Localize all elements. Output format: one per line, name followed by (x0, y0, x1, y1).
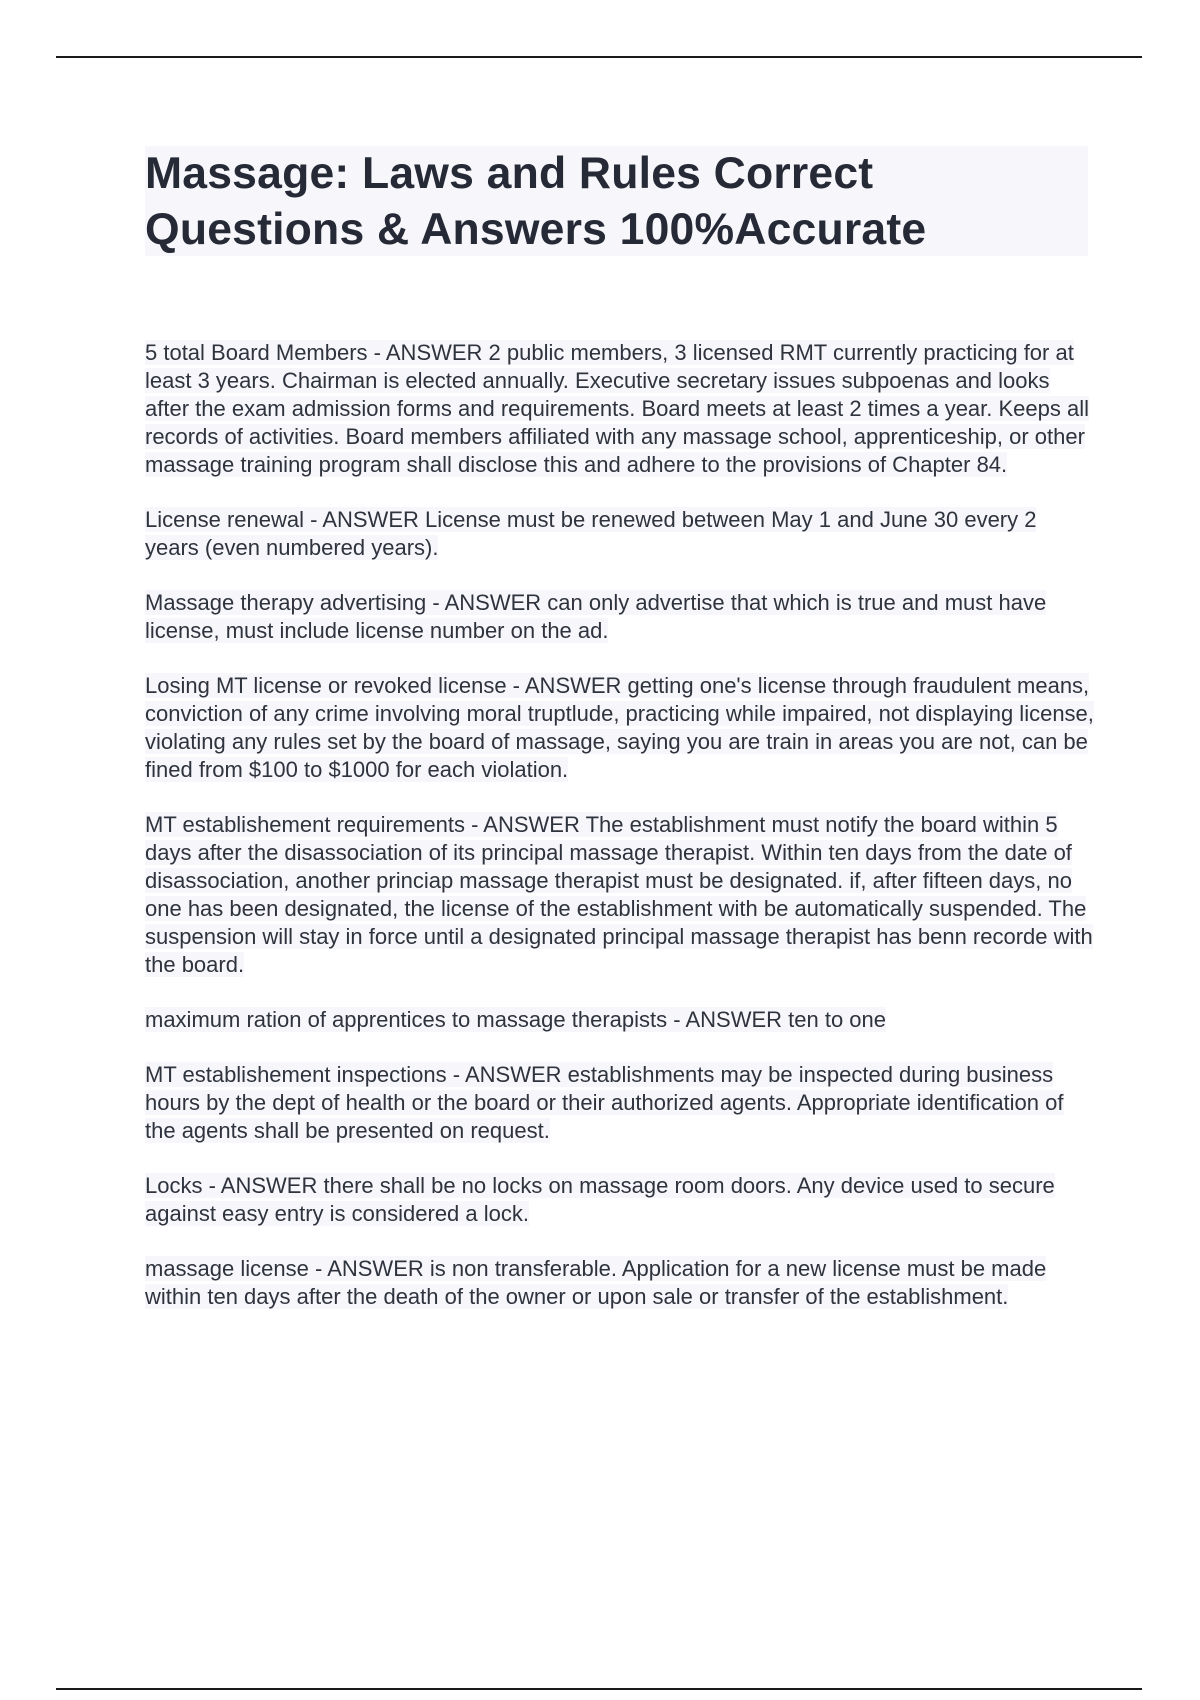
title-block (145, 146, 1088, 256)
qa-list (145, 339, 1095, 1338)
qa-item-text: License renewal - ANSWER License must be renewed between May 1 and June 30 every 2 years (even numbered years). (145, 507, 1037, 560)
qa-item-text: Massage therapy advertising - ANSWER can only advertise that which is true and must have license, must include license number on the ad. (145, 590, 1047, 643)
qa-item (145, 589, 1095, 645)
qa-item (145, 811, 1095, 979)
qa-item (145, 672, 1095, 784)
qa-item-text: 5 total Board Members - ANSWER 2 public members, 3 licensed RMT currently practicing for at least 3 years. Chairman is elected annually. Executive secretary issues subpoenas and looks after the exam admission forms and requirements. Board meets at least 2 times a year. Keeps all records of activities. Board members affiliated with any massage school, apprenticeship, or other massage training program shall disclose this and adhere to the provisions of Chapter 84. (145, 340, 1090, 477)
page-title: Massage: Laws and Rules Correct Questions & Answers 100%Accurate (145, 149, 927, 254)
bottom-divider (56, 1688, 1142, 1690)
top-divider (56, 56, 1142, 58)
qa-item (145, 1255, 1095, 1311)
qa-item-text: massage license - ANSWER is non transferable. Application for a new license must be made within ten days after the death of the owner or upon sale or transfer of the establishment. (145, 1256, 1047, 1309)
qa-item (145, 1172, 1095, 1228)
qa-item (145, 506, 1095, 562)
qa-item-text: Losing MT license or revoked license - ANSWER getting one's license through fraudulent means, conviction of any crime involving moral truptlude, practicing while impaired, not displaying license, violating any rules set by the board of massage, saying you are train in areas you are not, can be fined from $100 to $1000 for each violation. (145, 673, 1094, 782)
qa-item (145, 1061, 1095, 1145)
qa-item (145, 339, 1095, 479)
qa-item-text: maximum ration of apprentices to massage therapists - ANSWER ten to one (145, 1007, 886, 1032)
qa-item-text: MT establishement requirements - ANSWER The establishment must notify the board within 5 days after the disassociation of its principal massage therapist. Within ten days from the date of disassociation, another princiap massage therapist must be designated. if, after fifteen days, no one has been designated, the license of the establishment with be automatically suspended. The suspension will stay in force until a designated principal massage therapist has benn recorde with the board. (145, 812, 1093, 977)
qa-item-text: MT establishement inspections - ANSWER establishments may be inspected during business hours by the dept of health or the board or their authorized agents. Appropriate identification of the agents shall be presented on request. (145, 1062, 1064, 1143)
qa-item (145, 1006, 1095, 1034)
qa-item-text: Locks - ANSWER there shall be no locks on massage room doors. Any device used to secure against easy entry is considered a lock. (145, 1173, 1055, 1226)
